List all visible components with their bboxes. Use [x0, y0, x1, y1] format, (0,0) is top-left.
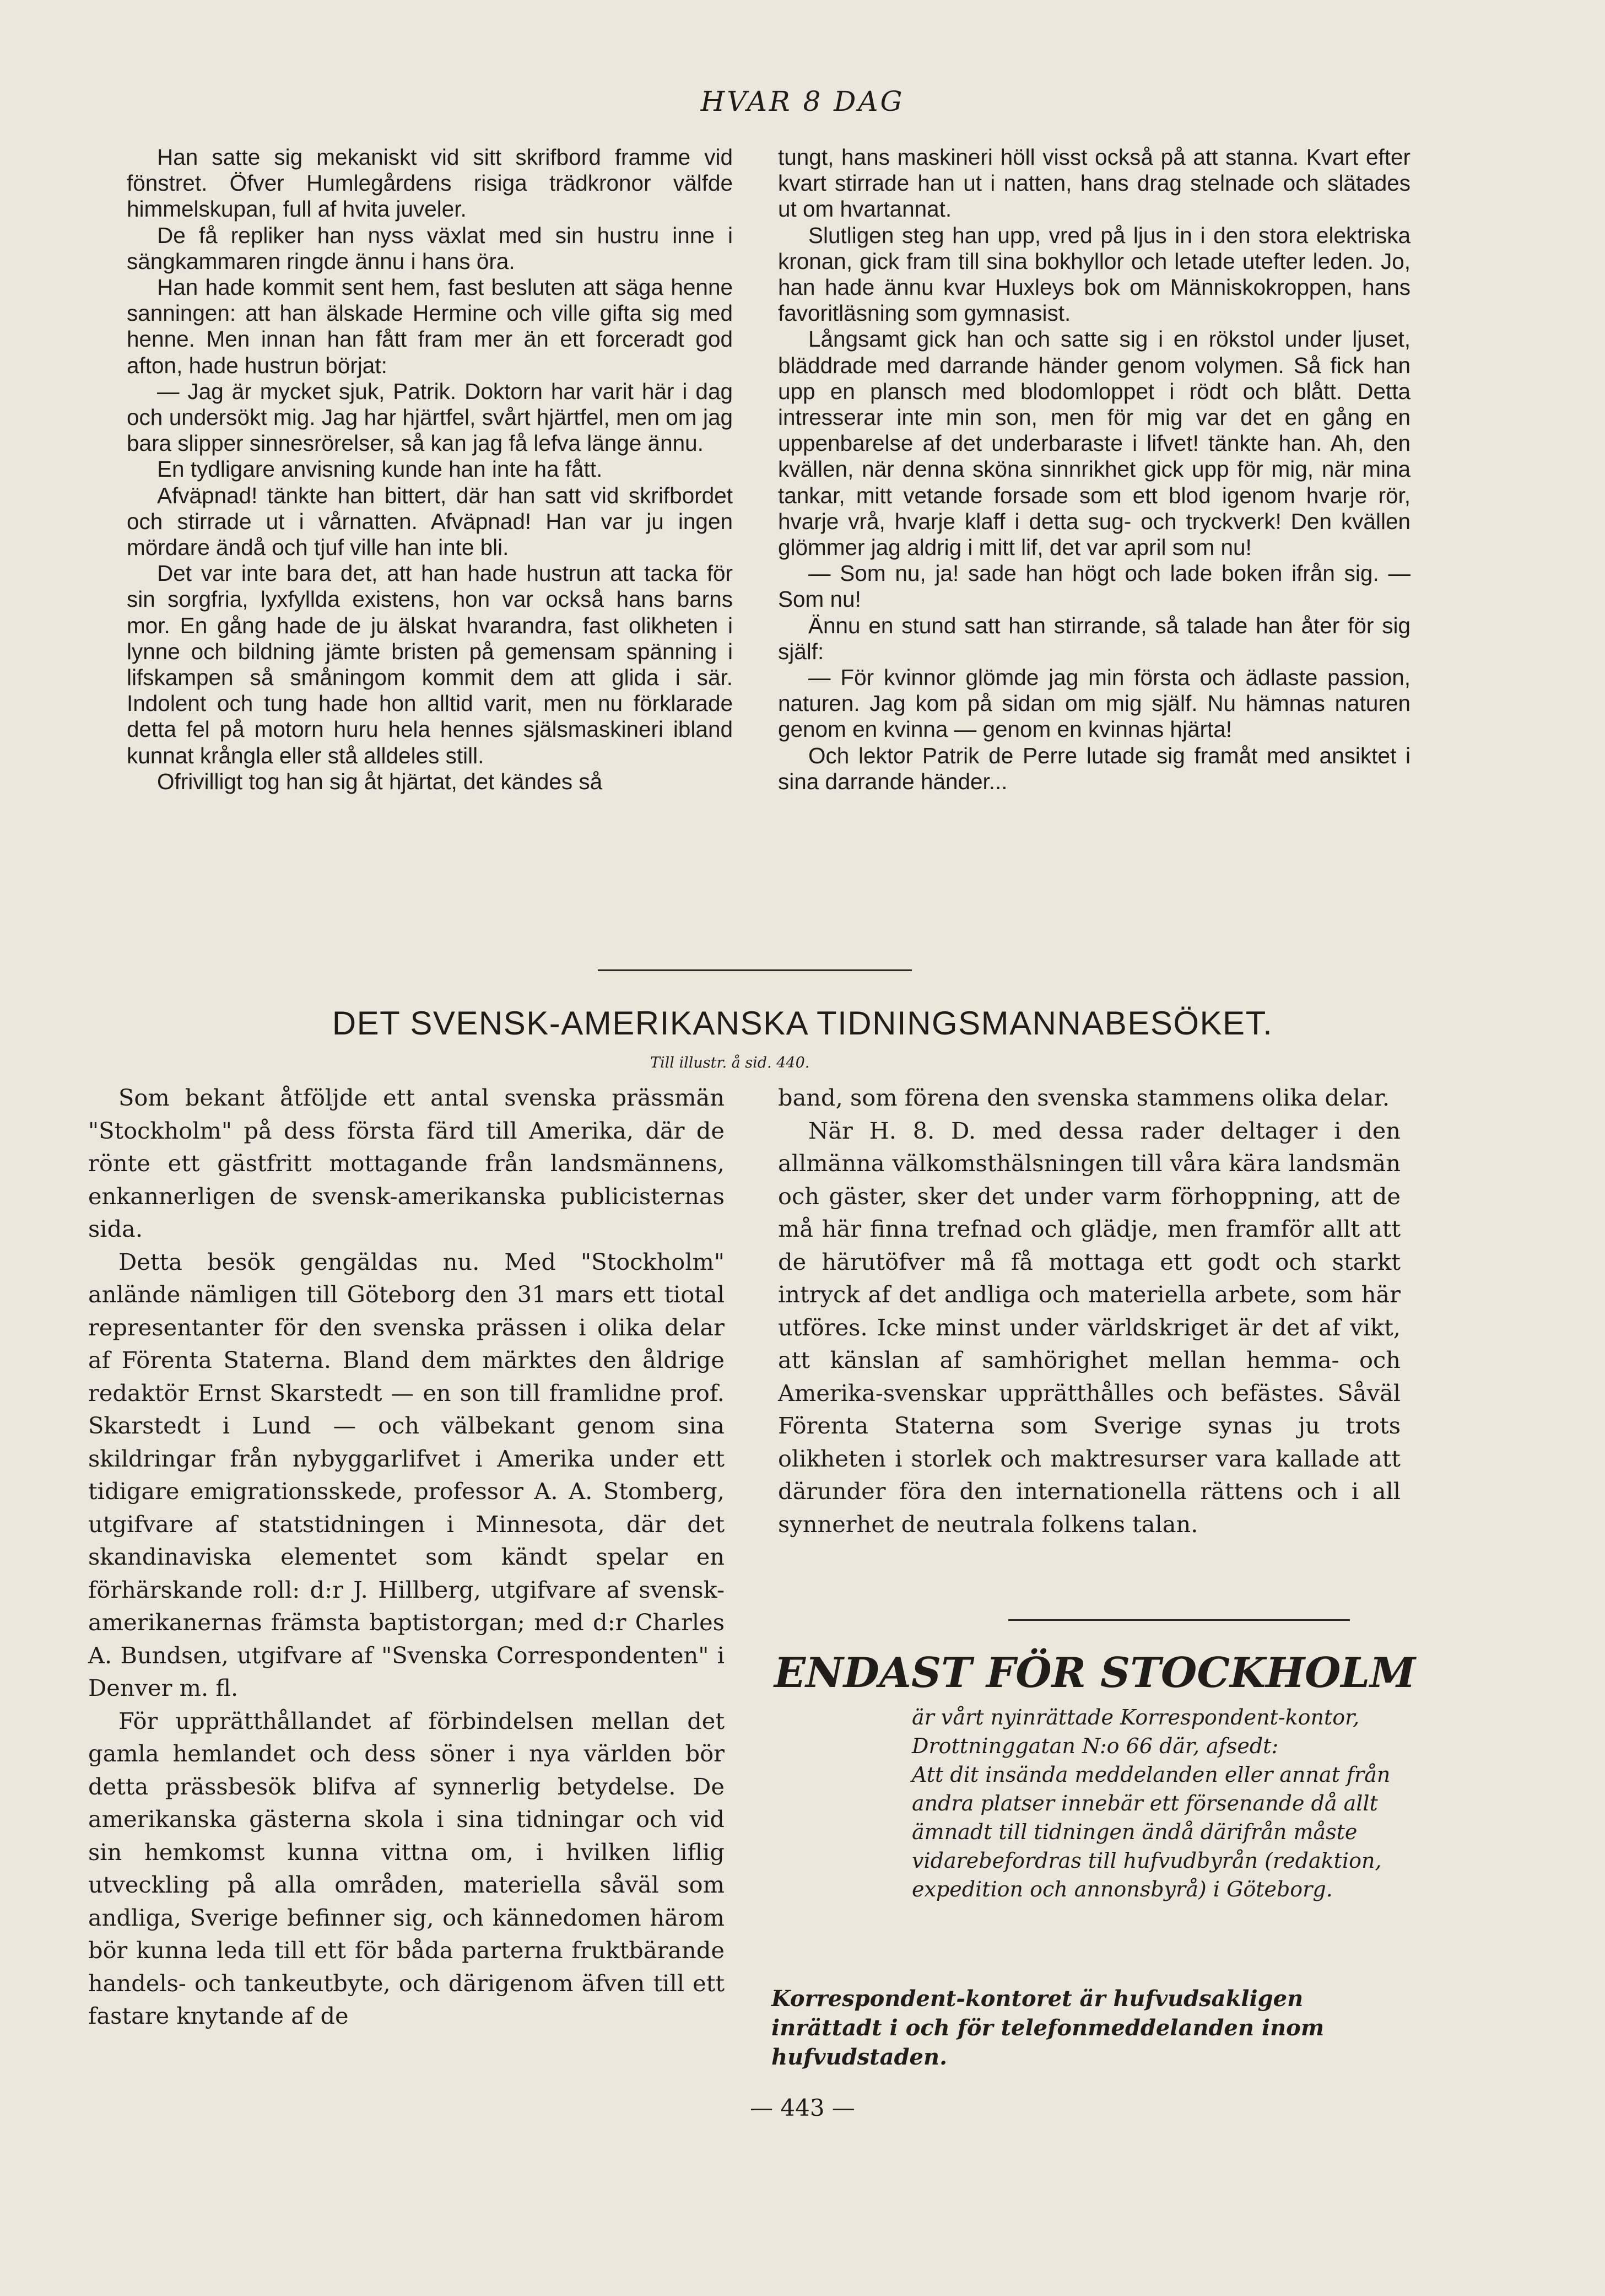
story-paragraph: Han hade kommit sent hem, fast besluten att säga henne sanningen: att han älskade Hermine och ville gifta sig med henne. Men innan han fått fram mer än ett forceradt god afton, hade hustrun börjat: — [127, 274, 733, 378]
notice-heading: ENDAST FÖR STOCKHOLM — [774, 1648, 1416, 1697]
story-paragraph: De få repliker han nyss växlat med sin hustru inne i sängkammaren ringde ännu i hans öra. — [127, 222, 733, 274]
notice-body — [912, 1703, 1408, 1904]
story-right-column — [778, 144, 1411, 795]
story-paragraph: Och lektor Patrik de Perre lutade sig framåt med ansiktet i sina darrande händer... — [778, 742, 1411, 794]
page-number: — 443 — — [750, 2094, 855, 2121]
story-paragraph: Ännu en stund satt han stirrande, så talade han åter för sig själf: — [778, 612, 1411, 664]
story-paragraph: — För kvinnor glömde jag min första och ädlaste passion, naturen. Jag kom på sidan om mig själf. Nu hämnas naturen genom en kvinna — genom en kvinnas hjärta! — [778, 665, 1411, 742]
running-head: HVAR 8 DAG — [700, 85, 905, 117]
story-left-column — [127, 144, 733, 795]
notice-text: Att dit insända meddelanden eller annat från andra platser innebär ett försenande då allt ämnadt till tidningen ändå därifrån måste vidarebefordras till hufvudbyrån (redaktion, expedition och annonsbyrå) i Göteborg. — [912, 1763, 1391, 1901]
illustration-reference: Till illustr. å sid. 440. — [650, 1054, 810, 1071]
story-paragraph: Afväpnad! tänkte han bittert, där han satt vid skrifbordet och stirrade ut i vårnatten. Afväpnad! Han var ju ingen mördare ändå och tjuf ville han inte bli. — [127, 482, 733, 560]
story-paragraph: — Jag är mycket sjuk, Patrik. Doktorn har varit här i dag och undersökt mig. Jag har hjärtfel, svårt hjärtfel, men om jag bara slipper sinnesrörelser, så kan jag få lefva länge ännu. — [127, 378, 733, 456]
story-paragraph: Ofrivilligt tog han sig åt hjärtat, det kändes så — [157, 768, 603, 794]
story-paragraph: Långsamt gick han och satte sig i en rökstol under ljuset, bläddrade med darrande händer genom volymen. Så fick han upp en plansch med blodomloppet i rödt och blått. Detta intresserar inte min son, men för mig var det en gång en uppenbarelse af det underbaraste i lifvet! tänkte han. Ah, den kvällen, när denna sköna sinnrikhet gick upp för mig, när mina tankar, mitt vetande forsade som ett blod igenom hvarje rör, hvarje vrå, hvarje klaff i detta sug- och tryckverk! Den kvällen glömmer jag aldrig i mitt lif, det var april som nu! — [778, 326, 1411, 560]
article-paragraph: Detta besök gengäldas nu. Med "Stockholm" anlände nämligen till Göteborg den 31 mars ett tiotal representanter för den svenska prässen i olika delar af Förenta Staterna. Bland dem märktes den åldrige redaktör Ernst Skarstedt — en son till framlidne prof. Skarstedt i Lund — och välbekant genom sina skildringar från nybyggarlifvet i Amerika under ett tidigare emigrationsskede, professor A. A. Stomberg, utgifvare af statstidningen i Minnesota, där det skandinaviska elementet som kändt spelar en förhärskande roll: d:r J. Hillberg, utgifvare af svensk-amerikanernas främsta baptistorgan; med d:r Charles A. Bundsen, utgifvare af "Svenska Correspondenten" i Denver m. fl. — [88, 1248, 725, 1701]
article-right-column — [778, 1081, 1401, 1540]
article-paragraph: band, som förena den svenska stammens olika delar. — [778, 1084, 1390, 1111]
notice-text: är vårt nyinrättade Korrespondent-kontor, Drottninggatan N:o 66 där, afsedt: — [912, 1705, 1360, 1758]
article-paragraph: När H. 8. D. med dessa rader deltager i den allmänna välkomsthälsningen till våra kära landsmän och gäster, sker det under varm förhoppning, att de må här finna trefnad och glädje, men framför allt att de härutöfver må få mottaga ett godt och starkt intryck af det andliga och materiella arbete, som här utföres. Icke minst under världskriget är det af vikt, att känslan af samhörighet mellan hemma- och Amerika-svenskar upprätthålles och befästes. Såväl Förenta Staterna som Sverige synas ju trots olikheten i storlek och maktresurser vara kallade att därunder föra den internationella rättens och i all synnerhet de neutrala folkens talan. — [778, 1117, 1401, 1538]
article-heading: DET SVENSK-AMERIKANSKA TIDNINGSMANNABESÖKET. — [332, 1005, 1273, 1042]
story-paragraph: tungt, hans maskineri höll visst också på att stanna. Kvart efter kvart stirrade han ut i natten, hans drag stelnade och slätades ut om hvartannat. — [778, 144, 1411, 222]
story-paragraph: Slutligen steg han upp, vred på ljus in i den stora elektriska kronan, gick fram till sina bokhyllor och letade utefter leden. Jo, han hade ännu kvar Huxleys bok om Människokroppen, hans favoritläsning som gymnasist. — [778, 222, 1411, 326]
article-paragraph: För upprätthållandet af förbindelsen mellan det gamla hemlandet och dess söner i nya världen bör detta prässbesök blifva af synnerlig betydelse. De amerikanska gästerna skola i sina tidningar och vid sin hemkomst kunna vittna om, i hvilken liflig utveckling på alla områden, materiella såväl som andliga, Sverige befinner sig, och kännedomen härom bör kunna leda till ett för båda parterna fruktbärande handels- och tankeutbyte, och därigenom äfven till ett fastare knytande af de — [88, 1707, 725, 2029]
story-paragraph: En tydligare anvisning kunde han inte ha fått. — [157, 456, 603, 482]
notice-footer: Korrespondent-kontoret är hufvudsakligen inrättadt i och för telefonmeddelanden inom hufvudstaden. — [771, 1986, 1325, 2070]
story-paragraph: — Som nu, ja! sade han högt och lade boken ifrån sig. — Som nu! — [778, 560, 1411, 612]
article-paragraph: Som bekant åtföljde ett antal svenska prässmän "Stockholm" på dess första färd till Amerika, där de rönte ett gästfritt mottagande från landsmännens, enkannerligen de svensk-amerikanska publicisternas sida. — [88, 1084, 725, 1242]
article-left-column — [88, 1081, 725, 2033]
notice-divider — [1008, 1619, 1350, 1621]
story-paragraph: Han satte sig mekaniskt vid sitt skrifbord framme vid fönstret. Öfver Humlegårdens risiga trädkronor välfde himmelskupan, full af hvita juveler. — [127, 144, 733, 222]
story-paragraph: Det var inte bara det, att han hade hustrun att tacka för sin sorgfria, lyxfyllda existens, hon var också hans barns mor. En gång hade de ju älskat hvarandra, fast olikheten i lynne och bildning jämte bristen på gemensam spänning i lifskampen så småningom kommit dem att glida i sär. Indolent och tung hade hon alltid varit, men nu förklarade detta fel på motorn huru hela hennes själsmaskineri ibland kunnat krångla eller stå alldeles still. — [127, 560, 733, 768]
section-divider — [598, 969, 912, 971]
